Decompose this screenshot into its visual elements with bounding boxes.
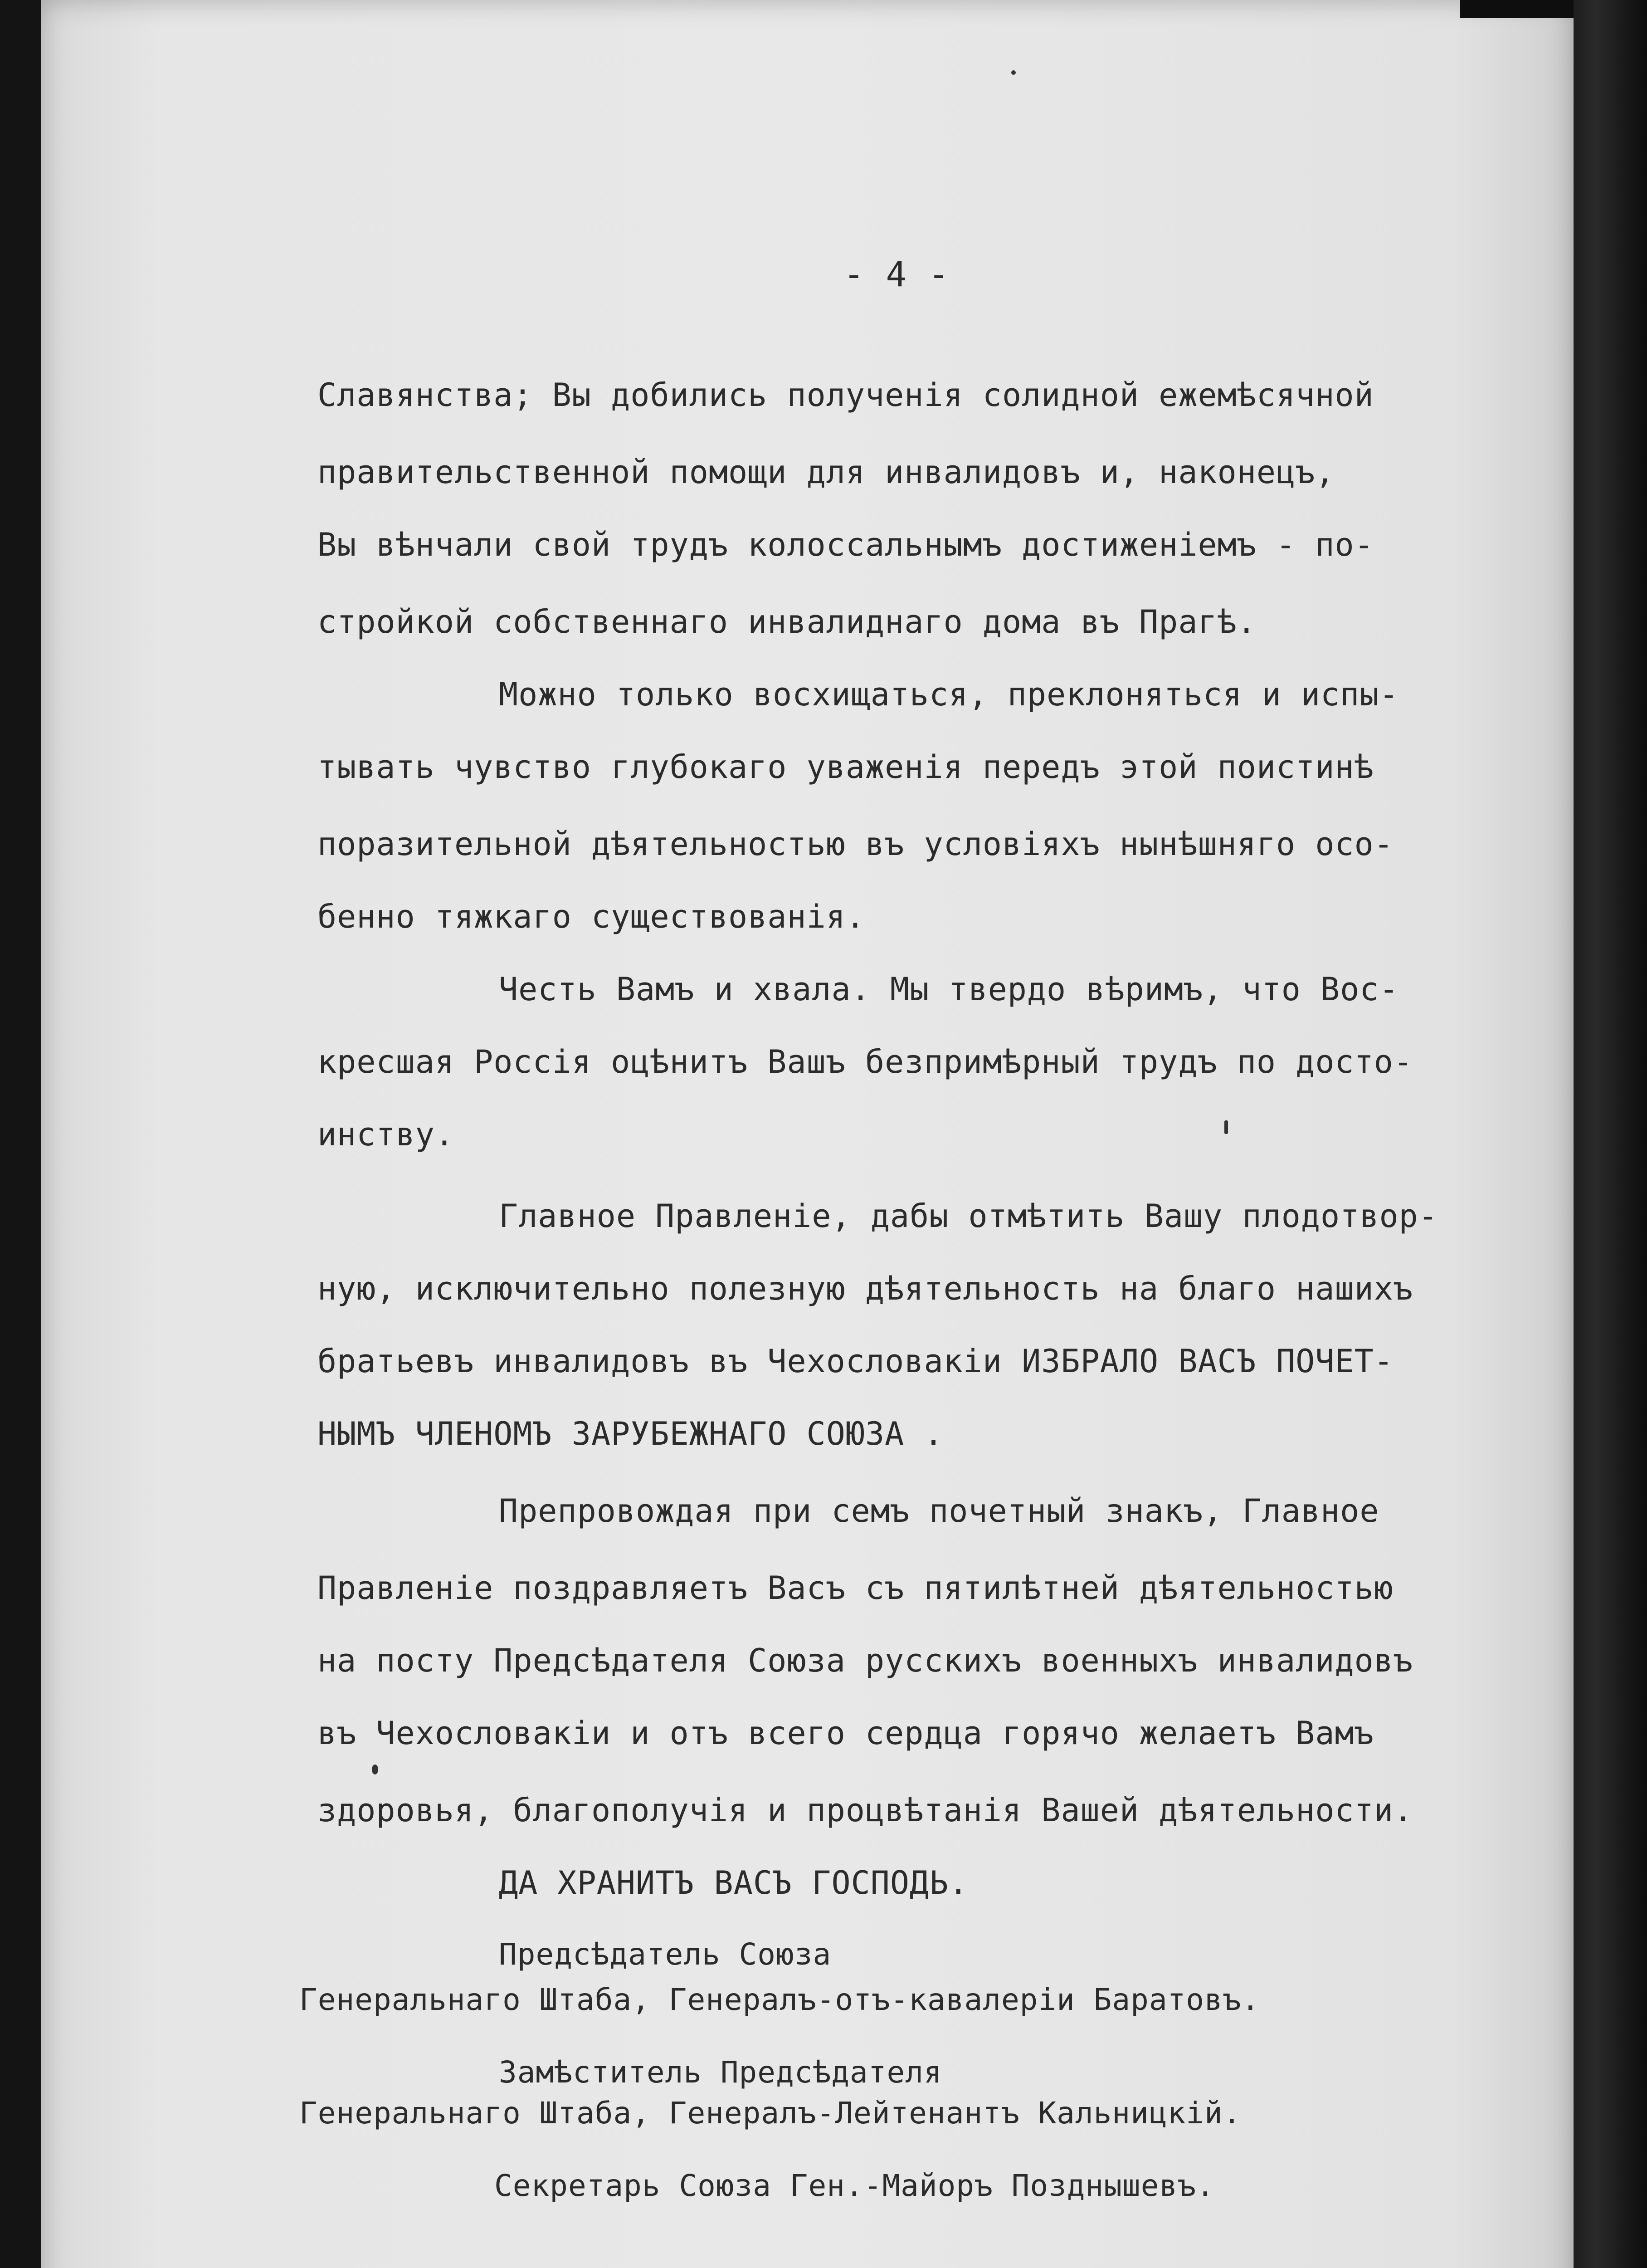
- signature-line: Генеральнаго Штаба, Генералъ-Лейтенантъ Кальницкій.: [299, 2096, 1242, 2131]
- film-edge-top: [1460, 0, 1574, 18]
- body-line: на посту Предсѣдателя Союза русскихъ военныхъ инвалидовъ: [317, 1642, 1413, 1679]
- document-page: [41, 0, 1574, 2268]
- body-line: НЫМЪ ЧЛЕНОМЪ ЗАРУБЕЖНАГО СОЮЗА .: [317, 1415, 944, 1452]
- body-line: Правленіе поздравляетъ Васъ съ пятилѣтней дѣятельностью: [317, 1569, 1394, 1607]
- signature-title: Замѣститель Предсѣдателя: [499, 2055, 942, 2090]
- signature-line: Секретарь Союза Ген.-Майоръ Позднышевъ.: [494, 2168, 1215, 2203]
- closing-blessing: ДА ХРАНИТЪ ВАСЪ ГОСПОДЬ.: [499, 1864, 969, 1901]
- body-line: въ Чехословакіи и отъ всего сердца горячо желаетъ Вамъ: [317, 1715, 1374, 1752]
- signature-title: Предсѣдатель Союза: [499, 1937, 832, 1972]
- body-line: тывать чувство глубокаго уваженія передъ этой поистинѣ: [317, 748, 1374, 786]
- body-line: правительственной помощи для инвалидовъ и, наконецъ,: [317, 454, 1335, 491]
- body-line: Вы вѣнчали свой трудъ колоссальнымъ достиженіемъ - по-: [317, 526, 1374, 563]
- dust-speck: [372, 1765, 378, 1774]
- body-line: Препровождая при семъ почетный знакъ, Главное: [499, 1492, 1379, 1530]
- body-line: инству.: [317, 1116, 455, 1153]
- body-line: поразительной дѣятельностью въ условіяхъ нынѣшняго осо-: [317, 826, 1394, 863]
- signature-line: Генеральнаго Штаба, Генералъ-отъ-кавалеріи Баратовъ.: [299, 1982, 1260, 2017]
- body-line: кресшая Россія оцѣнитъ Вашъ безпримѣрный трудъ по досто-: [317, 1043, 1413, 1080]
- dust-speck: [1224, 1120, 1228, 1134]
- dust-speck: [1011, 70, 1016, 75]
- body-line: Главное Правленіе, дабы отмѣтить Вашу плодотвор-: [499, 1198, 1438, 1235]
- body-line: Честь Вамъ и хвала. Мы твердо вѣримъ, что Вос-: [499, 971, 1399, 1008]
- body-line: Можно только восхищаться, преклоняться и испы-: [499, 676, 1399, 713]
- page-number: - 4 -: [843, 254, 950, 294]
- body-line: стройкой собственнаго инвалиднаго дома въ Прагѣ.: [317, 603, 1257, 640]
- body-line: ную, исключительно полезную дѣятельность на благо нашихъ: [317, 1270, 1413, 1307]
- body-line: Славянства; Вы добились полученія солидной ежемѣсячной: [317, 376, 1374, 414]
- body-line: здоровья, благополучія и процвѣтанія Вашей дѣятельности.: [317, 1792, 1413, 1829]
- body-line: бенно тяжкаго существованія.: [317, 898, 866, 935]
- body-line: братьевъ инвалидовъ въ Чехословакіи ИЗБРАЛО ВАСЪ ПОЧЕТ-: [317, 1343, 1394, 1380]
- film-edge-right: [1574, 0, 1647, 2268]
